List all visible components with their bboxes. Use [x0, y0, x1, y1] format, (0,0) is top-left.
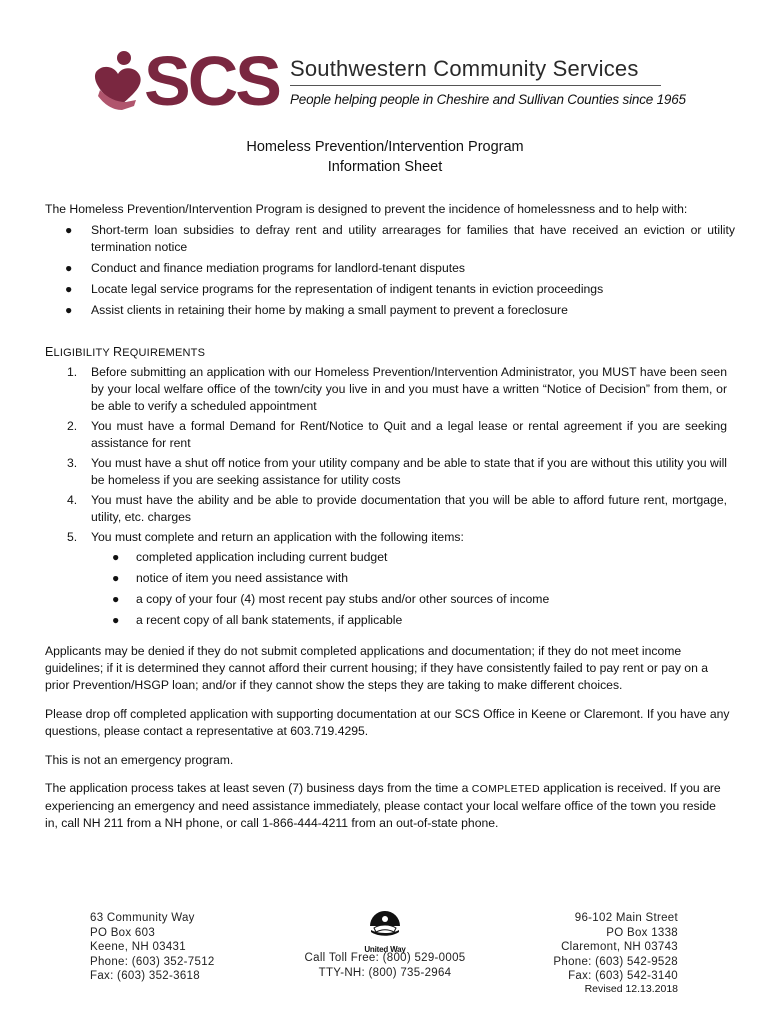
keene-office-address: 63 Community Way PO Box 603 Keene, NH 03431 Phone: (603) 352-7512 Fax: (603) 352-3618: [90, 912, 215, 982]
list-item: 3. You must have a shut off notice from your utility company and be able to state that if you are without this utility you will be homeless if you are seeking assistance for utility costs: [67, 456, 727, 487]
list-item: ● completed application including current budget: [112, 550, 388, 564]
page-title: Homeless Prevention/Intervention Program: [246, 139, 524, 155]
list-item: ● Short-term loan subsidies to defray rent and utility arrearages for families that have received an eviction or utility termination notice: [65, 223, 735, 254]
united-way-icon: [368, 910, 402, 940]
list-item: 4. You must have the ability and be able to provide documentation that you will be able to afford future rent, mortgage, utility, etc. charges: [67, 493, 727, 524]
bullet-icon: ●: [112, 571, 120, 585]
org-name: Southwestern Community Services: [290, 56, 639, 81]
process-paragraph: The application process takes at least seven (7) business days from the time a COMPLETED application is received. If you are experiencing an emergency and need assistance immediately, please contact your local welfare office of the town you reside in, call NH 211 from a NH phone, or call 1-866-444-4211 from an out-of-state phone.: [45, 781, 721, 830]
bullet-icon: ●: [112, 550, 120, 564]
intro-text: The Homeless Prevention/Intervention Program is designed to prevent the incidence of homelessness and to help with:: [45, 202, 688, 216]
bullet-icon: ●: [65, 303, 73, 317]
list-item: ● a copy of your four (4) most recent pay stubs and/or other sources of income: [112, 592, 550, 606]
eligibility-list: [45, 364, 727, 549]
program-bullet-list: [45, 222, 735, 323]
list-item: ● notice of item you need assistance with: [112, 571, 349, 585]
application-items-list: [90, 549, 690, 633]
eligibility-heading: ELIGIBILITY REQUIREMENTS: [45, 345, 206, 359]
bullet-icon: ●: [112, 613, 120, 627]
bullet-icon: ●: [65, 261, 73, 275]
list-item: 2. You must have a formal Demand for Rent/Notice to Quit and a legal lease or rental agreement if you are seeking assistance for rent: [67, 419, 727, 450]
list-item: 5. You must complete and return an application with the following items:: [67, 530, 464, 544]
toll-free-contact: Call Toll Free: (800) 529-0005 TTY-NH: (800) 735-2964: [304, 952, 466, 979]
dropoff-paragraph: Please drop off completed application with supporting documentation at our SCS Office in Keene or Claremont. If you have any questions, please contact a representative at 603.719.4295.: [45, 707, 730, 738]
scs-logo: [92, 42, 279, 120]
header-divider: [290, 85, 661, 86]
list-item: ● Conduct and finance mediation programs for landlord-tenant disputes: [65, 261, 465, 275]
claremont-office-address: 96-102 Main Street PO Box 1338 Claremont, NH 03743 Phone: (603) 542-9528 Fax: (603) 542-3140: [553, 912, 678, 982]
heart-hands-icon: [92, 50, 148, 116]
not-emergency-paragraph: This is not an emergency program.: [45, 753, 234, 767]
org-tagline: People helping people in Cheshire and Sullivan Counties since 1965: [290, 92, 686, 107]
logo-letters: SCS: [144, 42, 279, 120]
bullet-icon: ●: [65, 282, 73, 296]
bullet-icon: ●: [112, 592, 120, 606]
list-item: ● Locate legal service programs for the representation of indigent tenants in eviction proceedings: [65, 282, 604, 296]
list-item: ● Assist clients in retaining their home by making a small payment to prevent a foreclosure: [65, 303, 568, 317]
list-item: ● a recent copy of all bank statements, if applicable: [112, 613, 403, 627]
united-way-logo: United Way: [357, 910, 413, 954]
page-subtitle: Information Sheet: [327, 159, 443, 175]
bullet-icon: ●: [65, 223, 73, 237]
list-item: 1. Before submitting an application with our Homeless Prevention/Intervention Administrator, you MUST have been seen by your local welfare office of the town/city you live in and you must have a written “Notice of Decision” from them, or be able to verify a scheduled appointment: [67, 365, 727, 413]
denial-paragraph: Applicants may be denied if they do not submit completed applications and documentation; if they do not meet income guidelines; if it is determined they cannot afford their current housing; if they have consistently failed to pay rent or pay on a prior Prevention/HSGP loan; and/or if they cannot show the steps they are taking to make different choices.: [45, 644, 709, 692]
revised-date: Revised 12.13.2018: [584, 983, 678, 995]
